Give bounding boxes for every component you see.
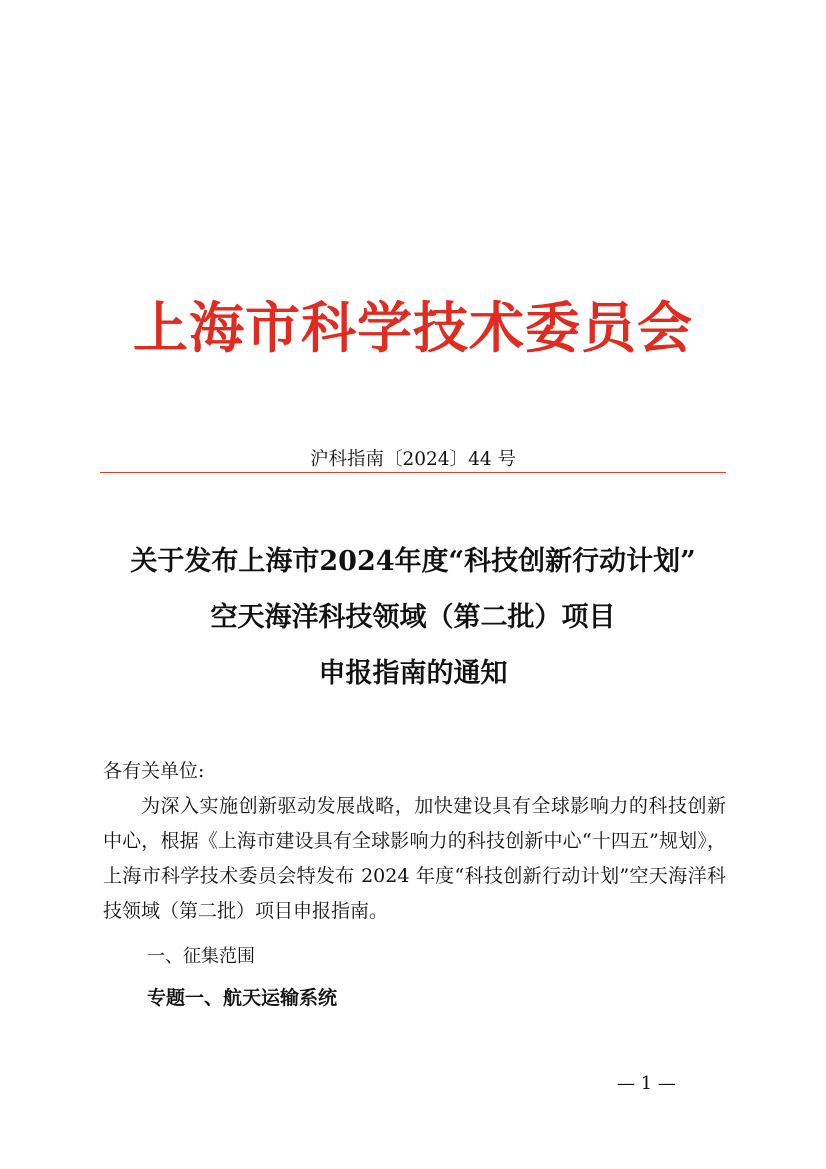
header-divider-line — [100, 472, 726, 473]
salutation: 各有关单位: — [103, 760, 205, 782]
body-paragraph: 为深入实施创新驱动发展战略，加快建设具有全球影响力的科技创新中心，根据《上海市建设具有全球影响力的科技创新中心“十四五”规划》，上海市科学技术委员会特发布 2024 年度“科技创新行动计划”空天海洋科技领域（第二批）项目申报指南。 — [103, 795, 726, 922]
title-line-2: 空天海洋科技领域（第二批）项目 — [210, 602, 616, 633]
organization-header: 上海市科学技术委员会 — [132, 295, 693, 360]
document-body — [103, 753, 726, 1019]
document-title — [0, 534, 826, 702]
subsection-heading: 专题一、航天运输系统 — [147, 987, 338, 1009]
section-heading: 一、征集范围 — [147, 946, 255, 967]
document-number: 沪科指南〔2024〕44 号 — [309, 449, 516, 470]
title-line-1: 关于发布上海市2024年度“科技创新行动计划” — [130, 546, 696, 577]
title-line-3: 申报指南的通知 — [318, 658, 508, 689]
page-number: — 1 — — [617, 1073, 676, 1094]
